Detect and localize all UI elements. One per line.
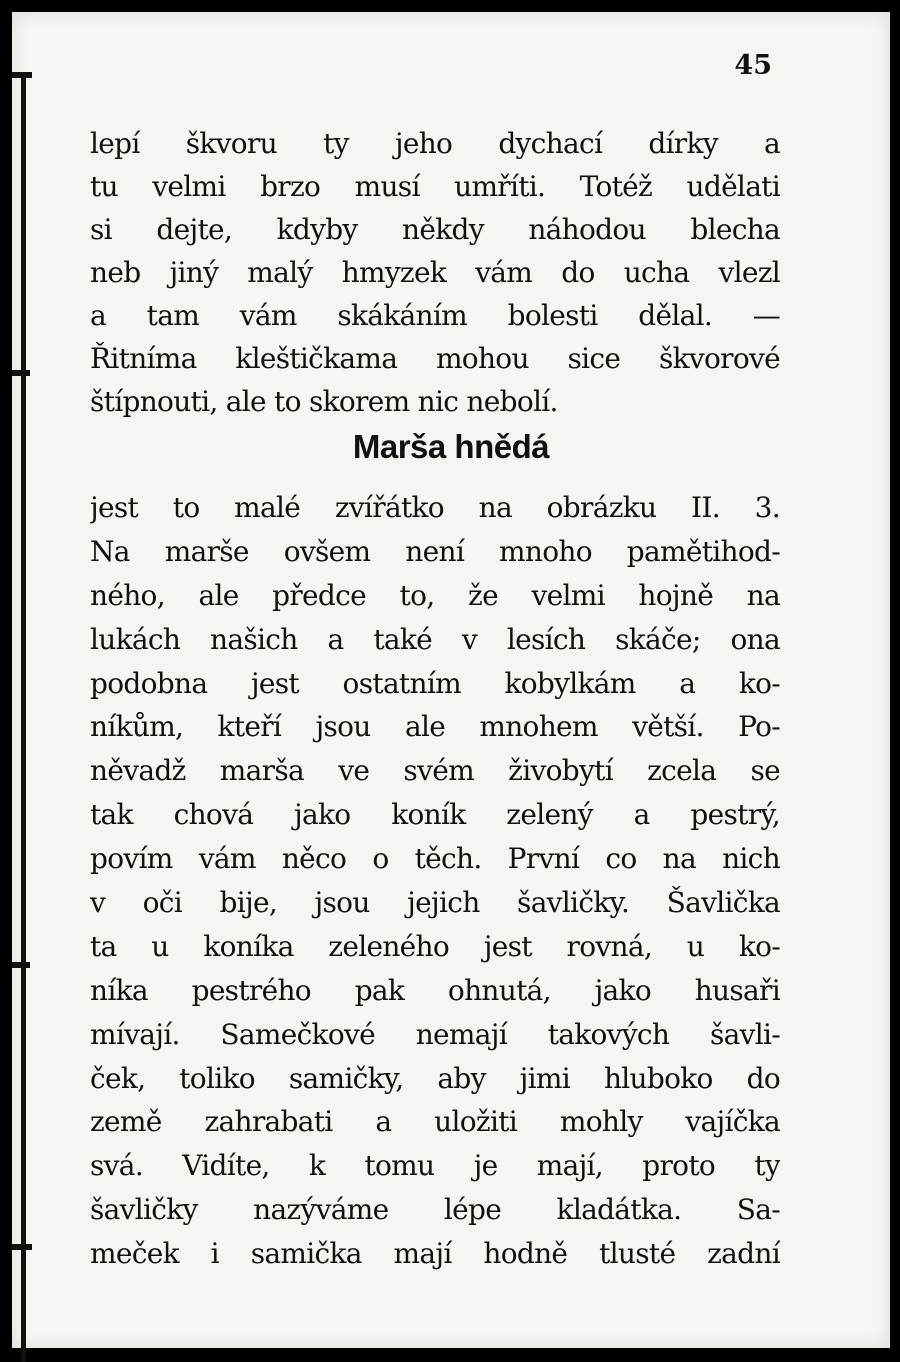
- text-line: podobna jest ostatním kobylkám a ko-: [90, 666, 780, 700]
- text-line: něvadž marša ve svém živobytí zcela se: [90, 754, 780, 788]
- text-line: Řitníma kleštičkama mohou sice škvorové: [90, 342, 780, 375]
- text-line: povím vám něco o těch. První co na nich: [90, 842, 780, 876]
- text-line: v oči bije, jsou jejich šavličky. Šavlička: [90, 886, 780, 920]
- text-line: tak chová jako koník zelený a pestrý,: [90, 798, 780, 832]
- binding-mark: [12, 962, 30, 968]
- binding-mark: [12, 370, 30, 376]
- text-line: lepí škvoru ty jeho dychací dírky a: [90, 127, 780, 160]
- text-line: jest to malé zvířátko na obrázku II. 3.: [90, 491, 780, 524]
- text-line: lukách našich a také v lesích skáče; ona: [90, 622, 780, 656]
- section-heading: Marša hnědá: [352, 428, 550, 465]
- text-line: si dejte, kdyby někdy náhodou blecha: [90, 213, 780, 246]
- text-line: mívají. Samečkové nemají takových šavli-: [90, 1017, 780, 1051]
- page-edge-line: [21, 72, 26, 1362]
- text-line: meček i samička mají hodně tlusté zadní: [90, 1237, 780, 1271]
- paragraph-2: [90, 486, 780, 1276]
- text-line: ného, ale předce to, že velmi hojně na: [90, 578, 780, 612]
- text-line: země zahrabati a uložiti mohly vajíčka: [90, 1105, 780, 1139]
- text-line: níka pestrého pak ohnutá, jako husaři: [90, 973, 780, 1007]
- text-line: ta u koníka zeleného jest rovná, u ko-: [90, 929, 780, 963]
- text-line: Na marše ovšem není mnoho pamětihod-: [90, 534, 780, 568]
- book-page: [12, 12, 890, 1348]
- text-line: neb jiný malý hmyzek vám do ucha vlezl: [90, 256, 780, 289]
- text-line: níkům, kteří jsou ale mnohem větší. Po-: [90, 710, 780, 744]
- text-line: a tam vám skákáním bolesti dělal. —: [90, 299, 780, 332]
- text-line: ček, toliko samičky, aby jimi hluboko do: [90, 1061, 780, 1095]
- text-line: tu velmi brzo musí umříti. Totéž udělati: [90, 170, 780, 203]
- page-number: 45: [734, 50, 772, 81]
- text-line: štípnouti, ale to skorem nic nebolí.: [90, 385, 558, 418]
- text-line: šavličky nazýváme lépe kladátka. Sa-: [90, 1193, 780, 1227]
- binding-mark: [12, 1244, 32, 1250]
- text-line: svá. Vidíte, k tomu je mají, proto ty: [90, 1149, 780, 1183]
- binding-mark: [12, 72, 32, 78]
- paragraph-1: [90, 122, 780, 423]
